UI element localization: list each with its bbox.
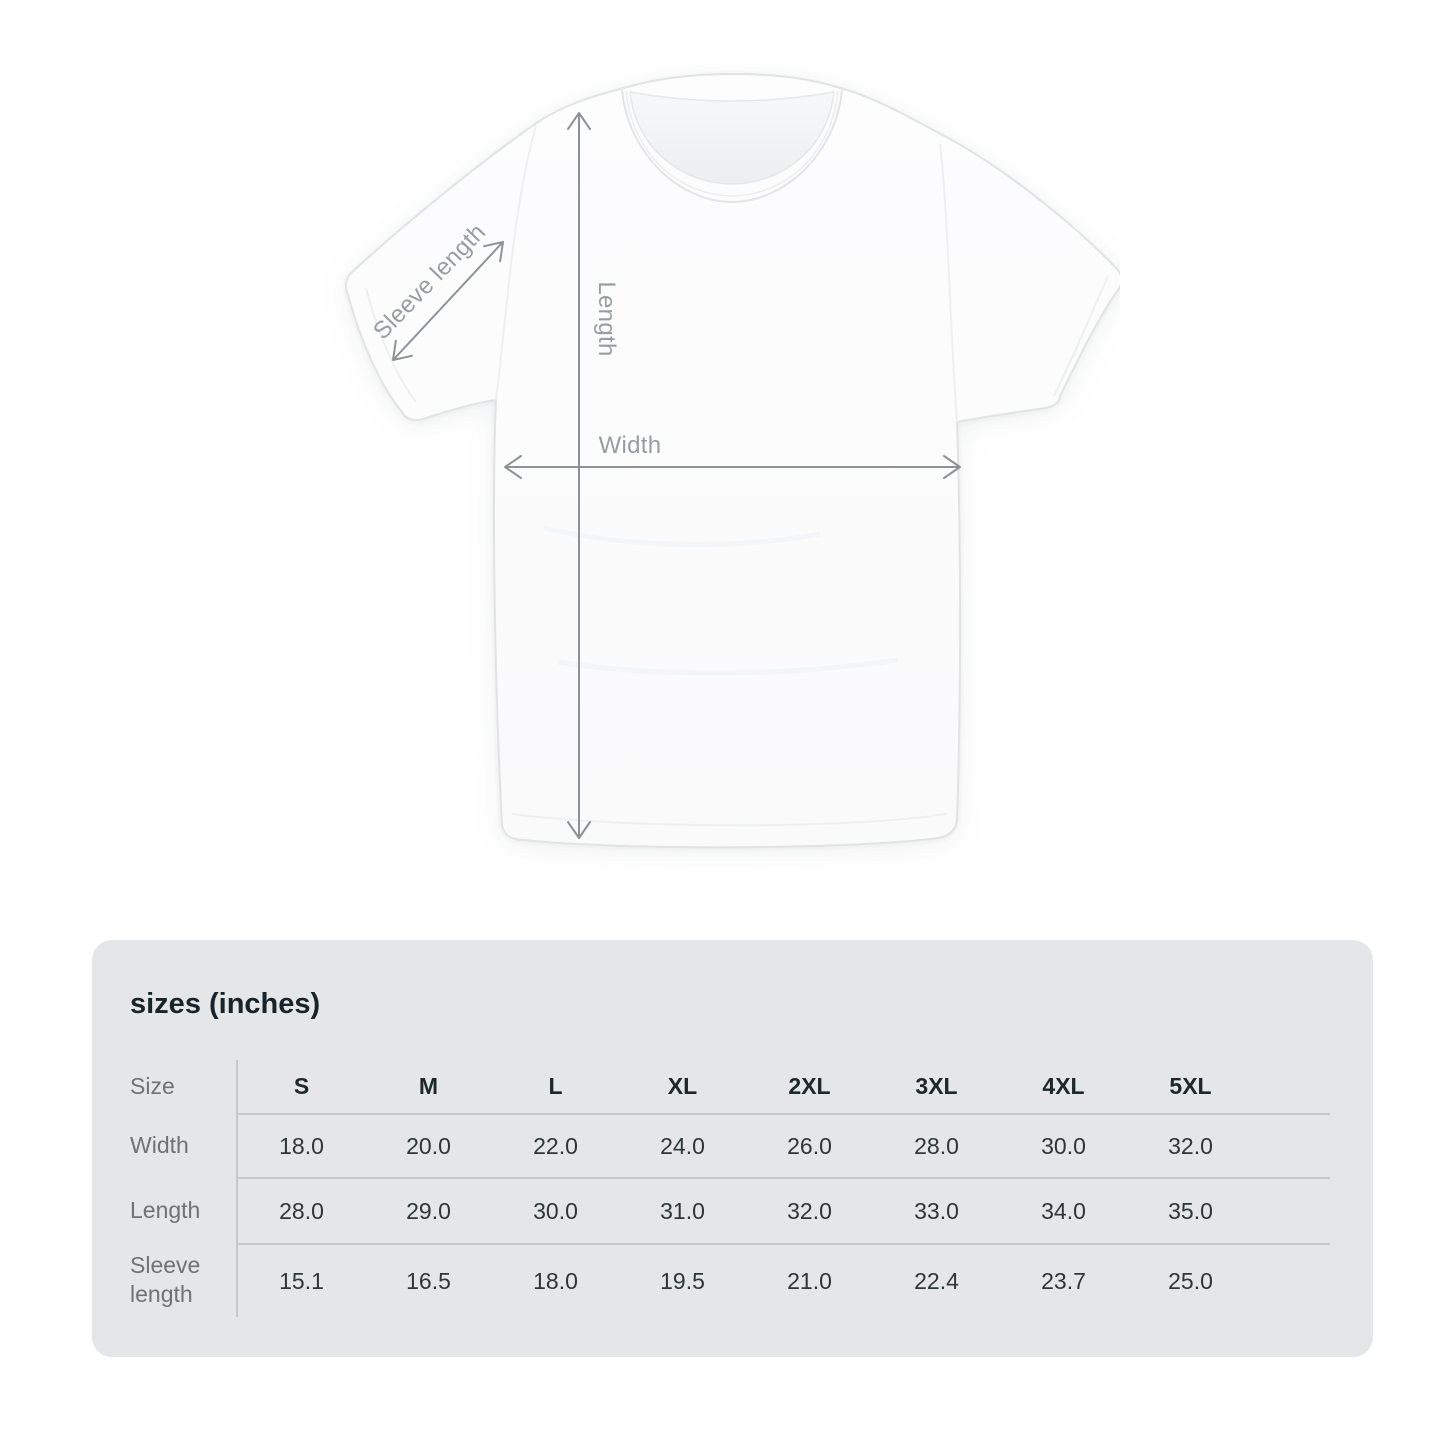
sleeve-length-row [130,1243,1330,1317]
sleeve-length-cells [236,1243,1330,1317]
size-chart-title: sizes (inches) [130,988,321,1020]
spacer-cell [1254,1179,1330,1243]
spacer-cell [1254,1245,1330,1317]
length-row [130,1177,1330,1243]
header-cells [236,1060,1330,1113]
width-row [130,1113,1330,1177]
sleeve-value-cell: 21.0 [787,1267,832,1294]
width-value-cell: 22.0 [533,1132,578,1159]
width-value-cell: 28.0 [914,1132,959,1159]
width-cells [236,1113,1330,1177]
tshirt-graphic [300,50,1120,880]
row-label-sleeve-length: Sleeve length [130,1252,201,1307]
length-value-cell: 32.0 [787,1197,832,1224]
spacer-cell [1254,1115,1330,1177]
length-value-cell: 28.0 [279,1197,324,1224]
size-header-cell: XL [667,1073,698,1099]
tshirt-diagram [300,50,1120,880]
size-chart-panel [92,940,1373,1357]
length-cells [236,1177,1330,1243]
size-header-cell: M [418,1073,439,1099]
sleeve-value-cell: 22.4 [914,1267,959,1294]
length-value-cell: 30.0 [533,1197,578,1224]
sleeve-value-cell: 15.1 [279,1267,324,1294]
size-header-cell: 2XL [788,1073,831,1099]
length-value-cell: 34.0 [1041,1197,1086,1224]
size-table [130,1060,1330,1317]
row-label-width: Width [130,1131,189,1158]
width-value-cell: 32.0 [1168,1132,1213,1159]
row-label-size: Size [130,1073,175,1099]
sleeve-value-cell: 18.0 [533,1267,578,1294]
sleeve-value-cell: 23.7 [1041,1267,1086,1294]
row-label-length: Length [130,1196,201,1223]
size-table-header-row [130,1060,1330,1113]
sleeve-value-cell: 25.0 [1168,1267,1213,1294]
length-value-cell: 29.0 [406,1197,451,1224]
sleeve-value-cell: 16.5 [406,1267,451,1294]
length-value-cell: 35.0 [1168,1197,1213,1224]
length-value-cell: 33.0 [914,1197,959,1224]
sleeve-value-cell: 19.5 [660,1267,705,1294]
width-measure-label: Width [598,432,662,459]
width-value-cell: 20.0 [406,1132,451,1159]
size-header-cell: 5XL [1169,1073,1212,1099]
size-header-cell: 4XL [1042,1073,1085,1099]
spacer-cell [1254,1060,1330,1113]
sleeve-length-measure-label: Sleeve length [368,218,492,345]
size-header-cell: 3XL [915,1073,958,1099]
size-header-cell: S [293,1073,310,1099]
size-header-cell: L [548,1073,563,1099]
width-value-cell: 24.0 [660,1132,705,1159]
length-measure-label: Length [593,281,620,357]
width-value-cell: 18.0 [279,1132,324,1159]
length-value-cell: 31.0 [660,1197,705,1224]
width-value-cell: 30.0 [1041,1132,1086,1159]
width-value-cell: 26.0 [787,1132,832,1159]
